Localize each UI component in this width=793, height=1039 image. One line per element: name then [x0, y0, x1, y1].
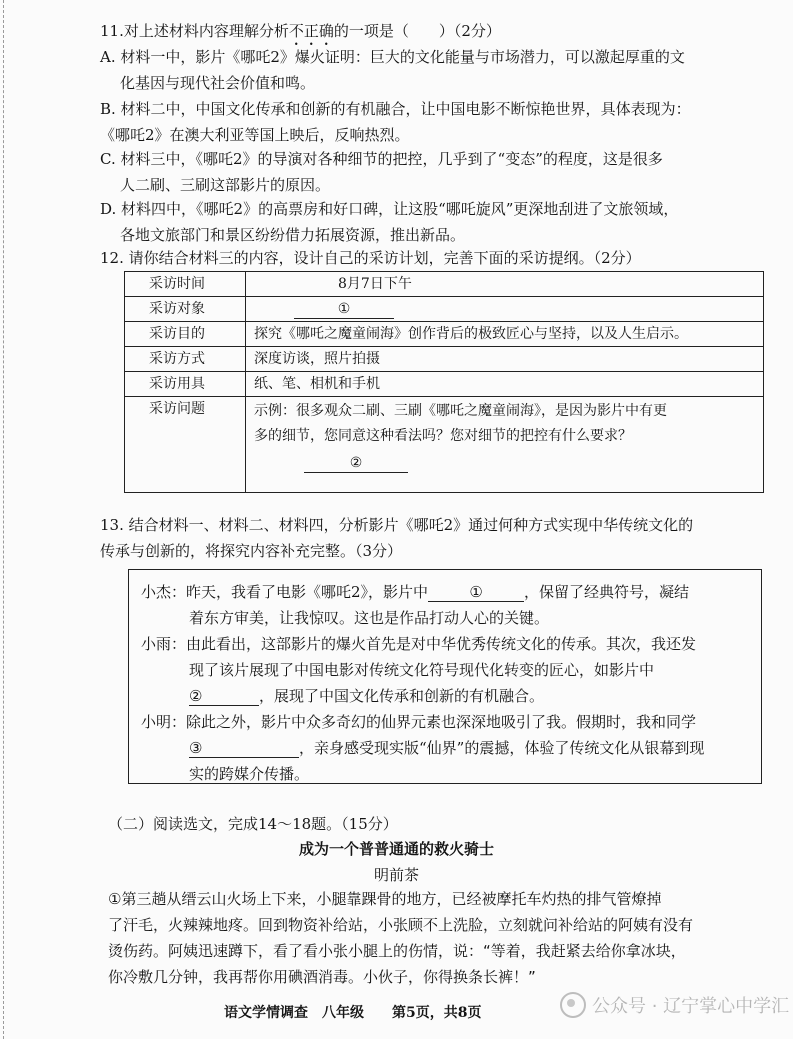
answer-blank-q13-1[interactable]: ①: [428, 583, 524, 602]
dialogue-box: 小杰：昨天，我看了电影《哪吒2》，影片中 ① ，保留了经典符号，凝结 着东方审美，让我惊叹。这也是作品打动人心的关键。 小雨：由此看出，这部影片的爆火首先是对中华优秀传统文化的传承。其次，我还发 现了该片展现了中国电影对传统文化符号现代化转变的匠心，如影片中 ② ，展现了中国文化传承和创新的有机融合。 小明：除此之外，影片中众多奇幻的仙界元素也深深地吸引了我。假期时，我和同学 ③ ，亲身感受现实版“仙界”的震撼，体验了传统文化从银幕到现 实的跨媒介传播。: [128, 569, 762, 784]
table-row: [125, 397, 764, 493]
table-row: [125, 372, 764, 397]
row-key: 采访问题: [125, 397, 246, 493]
answer-blank-2[interactable]: ②: [304, 454, 408, 473]
q11-stem-emphasis: 不正确: [288, 22, 334, 40]
q11-option-c[interactable]: C. 材料三中，《哪吒2》的导演对各种细节的把控，几乎到了“变态”的程度，这是很多 人二刷、三刷这部影片的原因。: [100, 150, 663, 194]
q11-option-b[interactable]: B. 材料二中，中国文化传承和创新的有机融合，让中国电影不断惊艳世界，具体表现为： 《哪吒2》在澳大利亚等国上映后，反响热烈。: [100, 100, 691, 144]
row-value: 示例：很多观众二刷、三刷《哪吒之魔童闹海》，是因为影片中有更 多的细节，您同意这种看法吗？您对细节的把控有什么要求？ ②: [246, 397, 764, 493]
row-value: 探究《哪吒之魔童闹海》创作背后的极致匠心与坚持，以及人生启示。: [246, 322, 764, 347]
article-paragraph-line: ①第三趟从缙云山火场上下来，小腿靠踝骨的地方，已经被摩托车灼热的排气管燎掉: [108, 890, 662, 908]
article-author: 明前茶: [373, 866, 419, 884]
page-footer: 语文学情调查 八年级 第5页，共8页: [224, 1005, 482, 1021]
q11-option-a[interactable]: A. 材料一中，影片《哪吒2》爆火证明：巨大的文化能量与市场潜力，可以激起厚重的文 化基因与现代社会价值和鸣。: [100, 48, 685, 92]
section-heading: （二）阅读选文，完成14～18题。（15分）: [108, 815, 398, 833]
table-row: [125, 347, 764, 372]
row-value: 纸、笔、相机和手机: [246, 372, 764, 397]
article-paragraph-line: 了汗毛，火辣辣地疼。回到物资补给站，小张顾不上洗脸，立刻就问补给站的阿姨有没有: [108, 916, 694, 934]
dialogue-xiaoyu: 小雨：由此看出，这部影片的爆火首先是对中华优秀传统文化的传承。其次，我还发: [141, 635, 697, 653]
interview-plan-table: [124, 271, 764, 493]
row-key: 采访用具: [125, 372, 246, 397]
article-title: 成为一个普普通通的救火骑士: [298, 840, 494, 858]
table-row: [125, 297, 764, 322]
answer-blank-1[interactable]: ①: [294, 300, 394, 319]
row-key: 采访时间: [125, 272, 246, 297]
dialogue-xiaojie: 小杰：昨天，我看了电影《哪吒2》，影片中 ① ，保留了经典符号，凝结: [141, 583, 690, 601]
q11-stem-pre: 11.对上述材料内容理解分析: [100, 22, 289, 40]
row-key: 采访方式: [125, 347, 246, 372]
article-paragraph-line: 烫伤药。阿姨迅速蹲下，看了看小张小腿上的伤情，说：“等着，我赶紧去给你拿冰块，: [108, 942, 686, 960]
q13-stem-line1: 13. 结合材料一、材料二、材料四，分析影片《哪吒2》通过何种方式实现中华传统文化的: [100, 516, 694, 534]
table-row: [125, 272, 764, 297]
q11-stem-post: 的一项是（ ）（2分）: [333, 22, 501, 40]
q12-stem: 12. 请你结合材料三的内容，设计自己的采访计划，完善下面的采访提纲。（2分）: [100, 249, 641, 267]
wechat-account-icon: [560, 992, 586, 1018]
row-value: 深度访谈，照片拍摄: [246, 347, 764, 372]
answer-blank-q13-3[interactable]: ③: [189, 739, 299, 758]
row-value: 8月7日下午: [246, 272, 764, 297]
row-key: 采访对象: [125, 297, 246, 322]
dialogue-xiaoming: 小明：除此之外，影片中众多奇幻的仙界元素也深深地吸引了我。假期时，我和同学: [141, 713, 697, 731]
q13-stem-line2: 传承与创新的，将探究内容补充完整。（3分）: [100, 542, 403, 560]
table-row: [125, 322, 764, 347]
answer-blank-q13-2[interactable]: ②: [189, 687, 259, 706]
watermark: 公众号 · 辽宁掌心中学汇: [560, 992, 789, 1018]
q11-option-d[interactable]: D. 材料四中，《哪吒2》的高票房和好口碑，让这股“哪吒旋风”更深地刮进了文旅领域， 各地文旅部门和景区纷纷借力拓展资源，推出新品。: [100, 200, 679, 244]
row-value: [246, 297, 764, 322]
row-key: 采访目的: [125, 322, 246, 347]
article-paragraph-line: 你冷敷几分钟，我再帮你用碘酒消毒。小伙子，你得换条长裤！”: [108, 968, 536, 986]
